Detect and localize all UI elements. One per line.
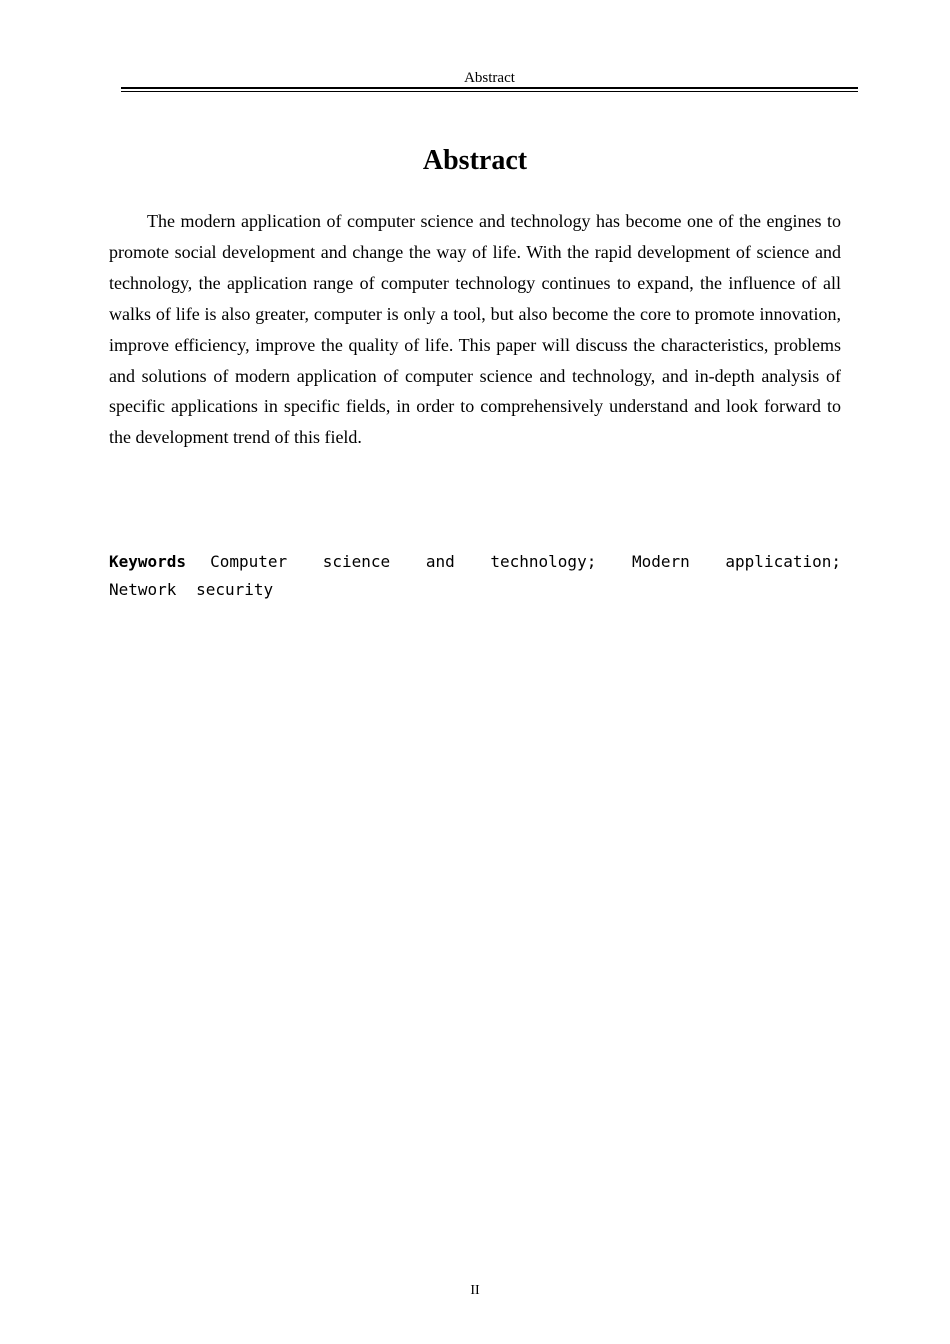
header-rule [121, 87, 858, 89]
keywords-text: Computer science and technology; Modern application; Network security [109, 552, 841, 599]
page-title: Abstract [422, 145, 528, 176]
header-rule-thin [121, 91, 858, 92]
running-header: Abstract [464, 70, 515, 86]
page-number: II [470, 1283, 480, 1298]
keywords-line [109, 548, 841, 604]
abstract-paragraph: The modern application of computer science and technology has become one of the engines to promote social development and change the way of life. With the rapid development of science and technology, the application range of computer technology continues to expand, the influence of all walks of life is also greater, computer is only a tool, but also become the core to promote innovation, improve efficiency, improve the quality of life. This paper will discuss the characteristics, problems and solutions of modern application of computer science and technology, and in-depth analysis of specific applications in specific fields, in order to comprehensively understand and look forward to the development trend of this field. [109, 211, 841, 448]
keywords-label: Keywords [109, 552, 187, 571]
